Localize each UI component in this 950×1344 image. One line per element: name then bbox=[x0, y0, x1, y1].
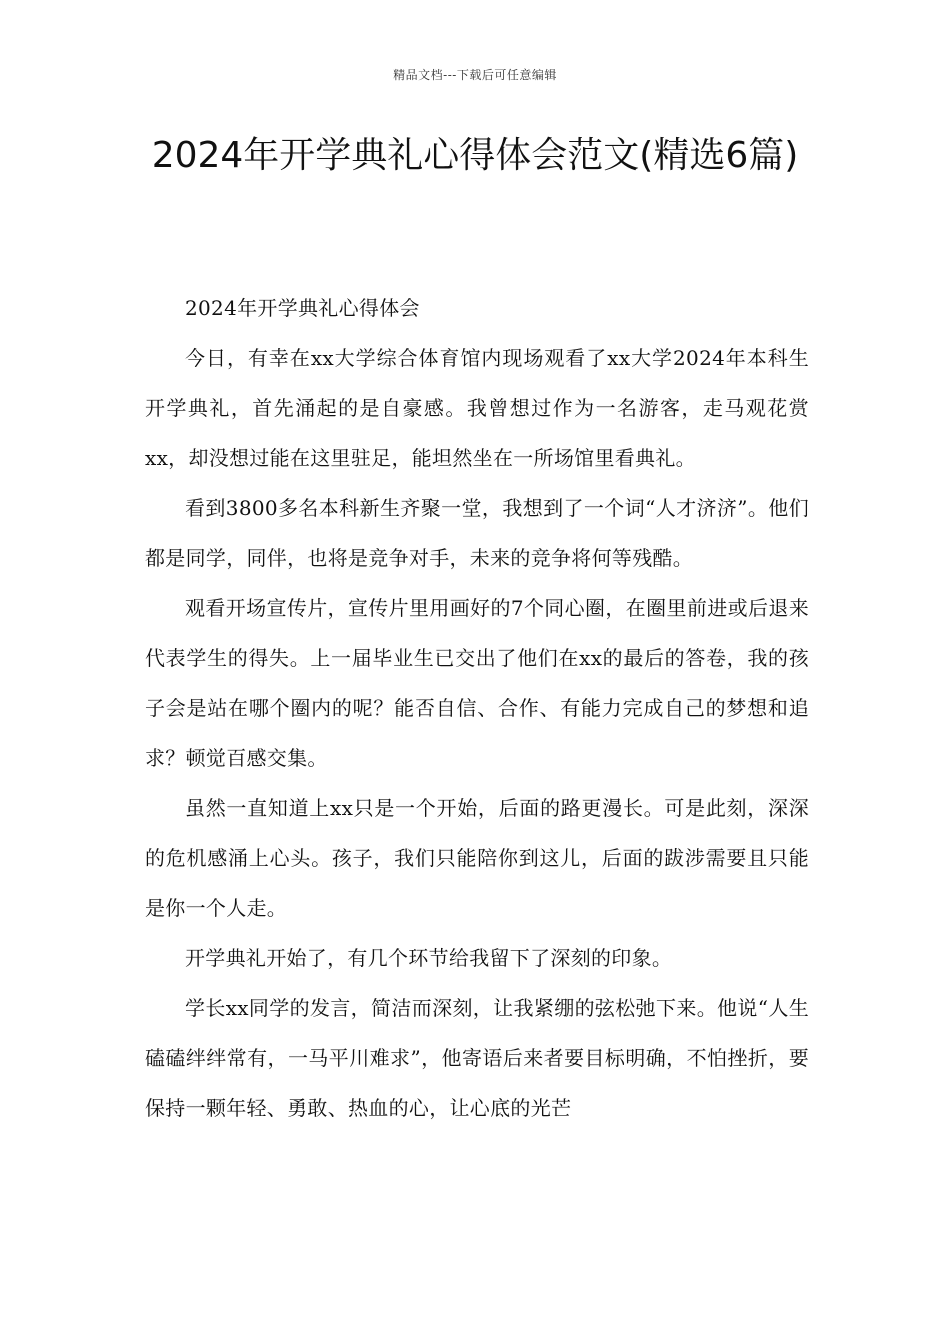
paragraph-subtitle: 2024年开学典礼心得体会 bbox=[185, 296, 420, 320]
paragraph: 今日，有幸在xx大学综合体育馆内现场观看了xx大学2024年本科生开学典礼，首先涌起的是自豪感。我曾想过作为一名游客，走马观花赏xx，却没想过能在这里驻足，能坦然坐在一所场馆里看典礼。 bbox=[145, 346, 809, 470]
page-header: 精品文档---下载后可任意编辑 bbox=[393, 68, 557, 82]
document-title: 2024年开学典礼心得体会范文(精选6篇) bbox=[151, 135, 799, 176]
paragraph: 看到3800多名本科新生齐聚一堂，我想到了一个词“人才济济”。他们都是同学，同伴，也将是竞争对手，未来的竞争将何等残酷。 bbox=[145, 496, 809, 570]
paragraph: 学长xx同学的发言，简洁而深刻，让我紧绷的弦松弛下来。他说“人生磕磕绊绊常有，一马平川难求”，他寄语后来者要目标明确，不怕挫折，要保持一颗年轻、勇敢、热血的心，让心底的光芒 bbox=[145, 996, 809, 1120]
paragraph: 虽然一直知道上xx只是一个开始，后面的路更漫长。可是此刻，深深的危机感涌上心头。孩子，我们只能陪你到这儿，后面的跋涉需要且只能是你一个人走。 bbox=[145, 796, 809, 920]
paragraph: 观看开场宣传片，宣传片里用画好的7个同心圈，在圈里前进或后退来代表学生的得失。上一届毕业生已交出了他们在xx的最后的答卷，我的孩子会是站在哪个圈内的呢？能否自信、合作、有能力完成自己的梦想和追求？顿觉百感交集。 bbox=[145, 596, 809, 770]
document-body bbox=[145, 283, 809, 1133]
paragraph: 开学典礼开始了，有几个环节给我留下了深刻的印象。 bbox=[185, 946, 673, 970]
